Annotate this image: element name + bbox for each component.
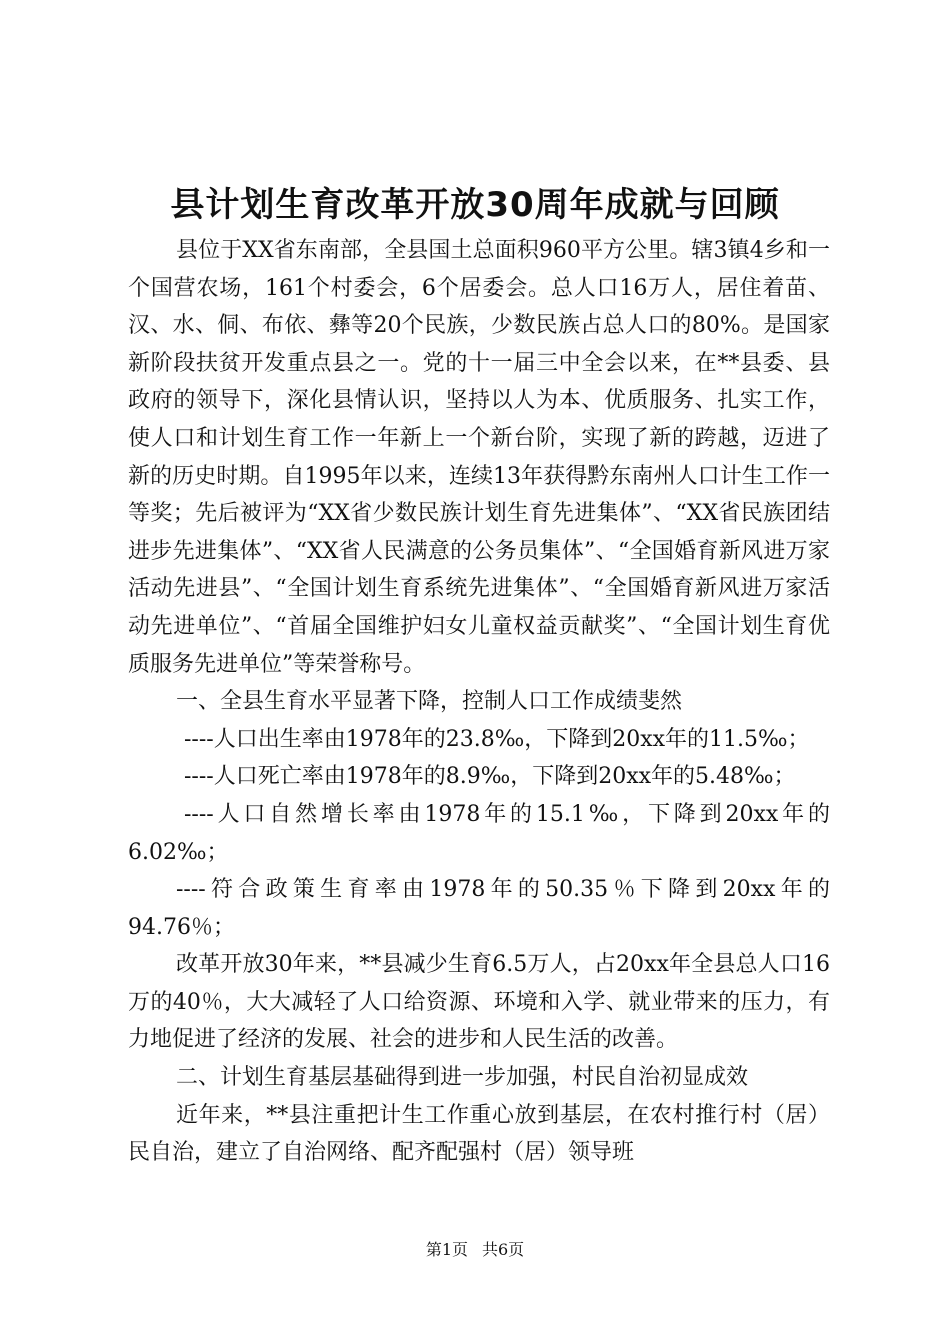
section-heading-2: 二、计划生育基层基础得到进一步加强，村民自治初显成效 [176, 1065, 749, 1091]
intro-paragraph: 县位于XX省东南部，全县国土总面积960平方公里。辖3镇4乡和一个国营农场，161个村委会，6个居委会。总人口16万人，居住着苗、汉、水、侗、布依、彝等20个民族，少数民族占总人口的80%。是国家新阶段扶贫开发重点县之一。党的十一届三中全会以来，在**县委、县政府的领导下，深化县情认识，坚持以人为本、优质服务、扎实工作，使人口和计划生育工作一年新上一个新台阶，实现了新的跨越，迈进了新的历史时期。自1995年以来，连续13年获得黔东南州人口计生工作一等奖；先后被评为“XX省少数民族计划生育先进集体”、“XX省民族团结进步先进集体”、“XX省人民满意的公务员集体”、“全国婚育新风进万家活动先进县”、“全国计划生育系统先进集体”、“全国婚育新风进万家活动先进单位”、“首届全国维护妇女儿童权益贡献奖”、“全国计划生育优质服务先进单位”等荣誉称号。 [128, 238, 830, 677]
document-title: 县计划生育改革开放30周年成就与回顾 [170, 185, 780, 225]
grassroots-paragraph: 近年来，**县注重把计生工作重心放到基层，在农村推行村（居）民自治，建立了自治网络、配齐配强村（居）领导班 [128, 1102, 830, 1166]
policy-rate-item: ----符合政策生育率由1978年的50.35％下降到20xx年的94.76％； [128, 877, 830, 940]
death-rate-item: ----人口死亡率由1978年的8.9‰，下降到20xx年的5.48‰； [184, 764, 796, 790]
growth-rate-item: ----人口自然增长率由1978年的15.1‰，下降到20xx年的6.02‰； [128, 801, 830, 865]
section-heading-1: 一、全县生育水平显著下降，控制人口工作成绩斐然 [176, 689, 683, 715]
reform-summary-paragraph: 改革开放30年来，**县减少生育6.5万人，占20xx年全县总人口16万的40％，大大减轻了人口给资源、环境和入学、就业带来的压力，有力地促进了经济的发展、社会的进步和人民生活的改善。 [128, 952, 830, 1053]
birth-rate-item: ----人口出生率由1978年的23.8‰，下降到20xx年的11.5‰； [184, 726, 810, 752]
page-footer [0, 1240, 950, 1260]
page-total: 共6页 [482, 1240, 525, 1259]
page-number: 第1页 [425, 1240, 468, 1259]
document-body [128, 232, 830, 1172]
